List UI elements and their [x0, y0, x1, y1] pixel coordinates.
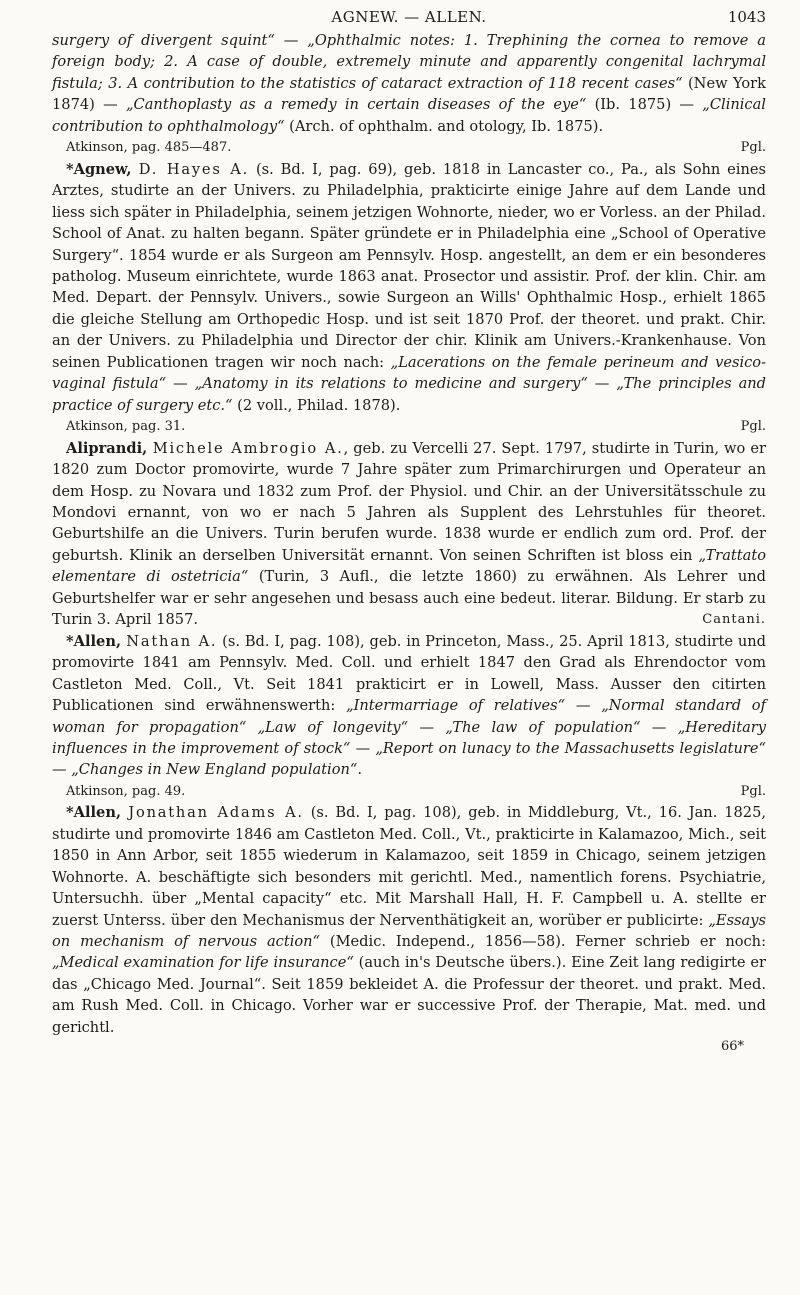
entry-surname: *Allen,: [66, 804, 129, 822]
entry-text: —: [166, 375, 195, 393]
work-title: „Canthoplasty as a remedy in certain diseases of the eye“: [126, 96, 587, 114]
work-title: „Lacerations on the female perineum and vesico-vaginal fistula“: [52, 353, 766, 393]
entry-given-names: Michele Ambrogio A.: [152, 439, 344, 457]
work-title: „Medical examination for life insurance“: [52, 954, 354, 972]
source-line: [52, 137, 766, 158]
source-line: [52, 416, 766, 437]
entry-text: (s. Bd. I, pag. 108), geb. in Princeton, Mass., 25. April 1813, studirte und promovirte 1841 am Pennsylv. Med. Coll. und erhielt 1847 den Grad als Ehrendoctor vom Castleton Med. Coll., Vt. Seit 1841 prakticirt er in Lowell, Mass. Ausser den citirten Publicationen sind erwähnenswerth:: [52, 632, 766, 715]
entry-paragraph: [52, 438, 766, 631]
entry-paragraph: [52, 159, 766, 416]
work-title: „Trattato elementare di ostetricia“: [52, 546, 766, 586]
running-title: AGNEW. — ALLEN.: [331, 8, 487, 26]
work-title: „Normal standard of woman for propagation“ „Law of longevity“: [52, 697, 766, 736]
work-title: „Report on lunacy to the Massachusetts legislature“: [375, 739, 766, 757]
entry-surname: *Allen,: [66, 632, 127, 650]
entry-text: (Arch. of ophthalm. and otology, Ib. 1875).: [284, 117, 604, 135]
entry-given-names: Nathan A.: [126, 632, 218, 650]
entry-given-names: D. Hayes A.: [138, 160, 250, 178]
source-reference: Atkinson, pag. 49.: [66, 783, 186, 799]
author-signature: Pgl.: [740, 419, 766, 435]
entry-paragraph: [52, 802, 766, 1038]
entry-given-names: Jonathan Adams A.: [128, 804, 304, 822]
entry-text: (auch in's Deutsche übers.). Eine Zeit lang redigirte er das „Chicago Med. Journal“. Seit 1859 bekleidet A. die Professur der theoret. und prakt. Med. am Rush Med. Coll. in Chicago. Vorher war er successive Prof. der Therapie, Mat. med. und gerichtl.: [52, 954, 766, 1036]
work-title: „Clinical contribution to ophthalmology“: [52, 96, 766, 135]
entry-text: —: [52, 761, 72, 779]
entry-text: —: [640, 718, 678, 736]
author-signature: Pgl.: [740, 783, 766, 799]
work-title: surgery of divergent squint“ — „Ophthalmic notes: 1. Trephining the cornea to remove a foreign body; 2. A case of double, extremely minute and apparently congenital lachrymal fistula; 3. A contribution to the statistics of cataract extraction of 118 recent cases“: [52, 32, 766, 92]
entry-text: (s. Bd. I, pag. 108), geb. in Middleburg, Vt., 16. Jan. 1825, studirte und promovirte 1846 am Castleton Med. Coll., Vt., prakticirte in Kalamazoo, Mich., seit 1850 in Ann Arbor, seit 1855 wiederum in Kalamazoo, seit 1859 in Chicago, seinem jetzigen Wohnorte. A. beschäftigte sich besonders mit gerichtl. Med., namentlich forens. Psychiatrie, Untersuchh. über „Mental capacity“ etc. Mit Marshall Hall, H. F. Campbell u. A. stellte er zuerst Unterss. über den Mechanismus der Nerventhätigkeit an, worüber er publicirte:: [52, 804, 766, 929]
work-title: „The law of population“: [445, 718, 641, 736]
entry-text: (2 voll., Philad. 1878).: [232, 396, 401, 414]
work-title: „Changes in New England population“: [71, 761, 358, 779]
entry-text: —: [587, 375, 617, 393]
author-signature: Pgl.: [740, 140, 766, 156]
author-signature: Cantani.: [702, 612, 766, 628]
running-header: [52, 8, 766, 30]
entry-text: (Ib. 1875) —: [586, 96, 703, 114]
source-line: [52, 781, 766, 802]
work-title: „Anatomy in its relations to medicine and surgery“: [194, 375, 588, 393]
source-reference: Atkinson, pag. 485—487.: [66, 140, 232, 156]
entry-text: (New York 1874) —: [52, 74, 766, 114]
dictionary-entries: [52, 30, 766, 1038]
entry-text: , geb. zu Vercelli 27. Sept. 1797, studirte in Turin, wo er 1820 zum Doctor promovirte, wurde 7 Jahre später zum Primarchirurgen und Operateur an dem Hosp. zu Novara und 1832 zum Prof. der Physiol. und Chir. an der Universitätsschule zu Mondovi ernannt, von wo er nach 5 Jahren als Supplent des Lehrstuhles für theoret. Geburtshilfe an die Univers. Turin berufen wurde. 1838 wurde er endlich zum ord. Prof. der geburtsh. Klinik an derselben Universität ernannt. Von seinen Schriften ist bloss ein: [52, 439, 766, 564]
entry-surname: Aliprandi,: [66, 439, 153, 457]
entry-text: (s. Bd. I, pag. 69), geb. 1818 in Lancaster co., Pa., als Sohn eines Arztes, studirte an der Univers. zu Philadelphia, prakticirte einige Jahre auf dem Lande und liess sich später in Philadelphia, seinem jetzigen Wohnorte, nieder, wo er Vorless. an der Philad. School of Anat. zu halten begann. Später gründete er in Philadelphia eine „School of Operative Surgery“. 1854 wurde er als Surgeon am Pennsylv. Hosp. angestellt, an dem er ein besonderes patholog. Museum einrichtete, wurde 1863 anat. Prosector und assistir. Prof. der klin. Chir. am Med. Depart. der Pennsylv. Univers., sowie Surgeon an Wills' Ophthalmic Hosp., erhielt 1865 die gleiche Stellung am Orthopedic Hosp. und ist seit 1870 Prof. der theoret. und prakt. Chir. an der Univers. zu Philadelphia und Director der chir. Klinik am Univers.-Krankenhause. Von seinen Publicationen tragen wir noch nach:: [52, 160, 766, 371]
entry-text: (Medic. Independ., 1856—58). Ferner schrieb er noch:: [320, 933, 766, 951]
work-title: „Hereditary influences in the improvement of stock“: [52, 718, 767, 757]
entry-paragraph: [52, 30, 766, 137]
work-title: „The principles and practice of surgery etc.“: [52, 375, 767, 414]
entry-text: —: [350, 739, 376, 757]
entry-text: (Turin, 3 Aufl., die letzte 1860) zu erwähnen. Als Lehrer und Geburtshelfer war er sehr angesehen und besass auch eine bedeut. literar. Bildung. Er starb zu Turin 3. April 1857.: [52, 568, 766, 629]
entry-surname: *Agnew,: [66, 160, 139, 178]
entry-text: —: [565, 697, 602, 715]
work-title: „Intermarriage of relatives“: [346, 697, 566, 715]
work-title: „Essays on mechanism of nervous action“: [52, 911, 766, 951]
entry-text: —: [408, 718, 446, 736]
entry-paragraph: [52, 631, 766, 781]
entry-text: .: [357, 761, 363, 779]
page-number: 1043: [727, 8, 766, 26]
source-reference: Atkinson, pag. 31.: [66, 419, 186, 435]
signature-mark: 66*: [720, 1039, 744, 1055]
